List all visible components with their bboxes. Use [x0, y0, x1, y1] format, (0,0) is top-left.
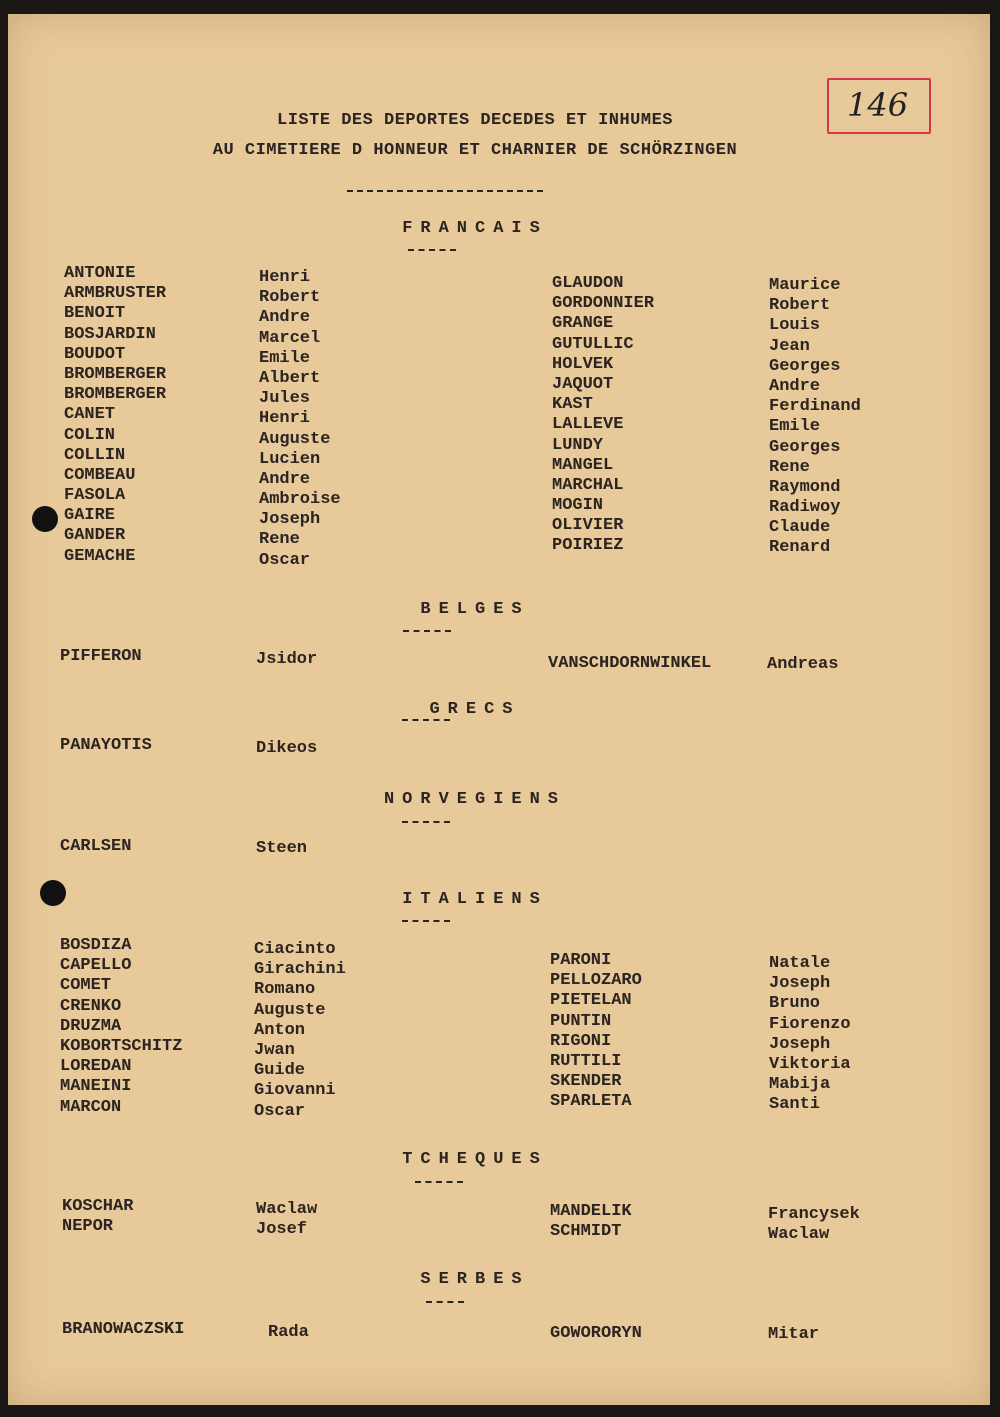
list-item: Mitar	[768, 1325, 820, 1344]
belges-firstnames-left	[256, 650, 317, 670]
list-item: COLIN	[64, 425, 116, 445]
list-item: Robert	[259, 288, 321, 308]
list-item: BROMBERGER	[64, 385, 167, 405]
list-item: LOREDAN	[60, 1057, 132, 1077]
list-item: Joseph	[769, 974, 831, 994]
list-item: CANET	[64, 405, 116, 425]
norvegiens-firstnames-left	[256, 839, 307, 859]
list-item: COMET	[60, 976, 112, 996]
list-item: Lucien	[259, 449, 321, 469]
list-item: Andre	[259, 308, 311, 328]
tcheques-surnames-left	[62, 1197, 133, 1237]
list-item: Oscar	[259, 550, 311, 570]
list-item: Giovanni	[254, 1081, 336, 1101]
section-underline	[402, 719, 450, 721]
list-item: Oscar	[254, 1101, 306, 1121]
list-item: Joseph	[259, 510, 321, 530]
list-item: BOUDOT	[64, 344, 126, 364]
list-item: Waclaw	[256, 1200, 318, 1219]
belges-surnames-right	[548, 654, 711, 674]
section-underline	[402, 920, 450, 922]
section-underline	[408, 249, 456, 251]
stamp-number: 146	[847, 86, 909, 124]
list-item: Anton	[254, 1020, 306, 1040]
list-item: Robert	[769, 296, 831, 316]
list-item: GEMACHE	[64, 546, 136, 566]
list-item: Rene	[769, 457, 810, 477]
list-item: Claude	[769, 518, 831, 538]
list-item: RUTTILI	[550, 1051, 622, 1071]
list-item: Fiorenzo	[769, 1014, 851, 1034]
serbes-surnames-left	[62, 1320, 184, 1340]
list-item: BOSJARDIN	[64, 324, 156, 344]
list-item: KAST	[552, 395, 593, 415]
list-item: Josef	[256, 1220, 308, 1240]
list-item: Romano	[254, 980, 316, 1000]
norvegiens-surnames-left	[60, 837, 131, 857]
list-item: Santi	[769, 1095, 821, 1115]
list-item: Rada	[268, 1323, 309, 1342]
list-item: Dikeos	[256, 739, 318, 758]
list-item: PANAYOTIS	[60, 736, 152, 755]
serbes-firstnames-right	[768, 1325, 819, 1345]
list-item: PUNTIN	[550, 1011, 612, 1031]
section-underline	[426, 1301, 464, 1303]
section-heading-italiens: ITALIENS	[402, 890, 548, 909]
italiens-surnames-right	[550, 951, 642, 1113]
list-item: CARLSEN	[60, 837, 132, 856]
francais-surnames-left	[64, 264, 166, 567]
list-item: COMBEAU	[64, 465, 136, 485]
grecs-firstnames-left	[256, 739, 317, 759]
list-item: COLLIN	[64, 445, 126, 465]
document-title-line2: AU CIMETIERE D HONNEUR ET CHARNIER DE SCHÖRZINGEN	[212, 141, 738, 160]
list-item: Viktoria	[769, 1054, 851, 1074]
list-item: GUTULLIC	[552, 334, 634, 354]
section-underline	[403, 630, 451, 632]
francais-firstnames-right	[769, 276, 861, 559]
list-item: Emile	[259, 348, 311, 368]
list-item: KOSCHAR	[62, 1197, 134, 1216]
list-item: Jean	[769, 336, 810, 356]
list-item: Henri	[259, 268, 311, 287]
list-item: BENOIT	[64, 304, 126, 324]
list-item: GORDONNIER	[552, 294, 655, 314]
list-item: MANGEL	[552, 455, 614, 475]
serbes-surnames-right	[550, 1324, 642, 1344]
list-item: Auguste	[254, 1000, 326, 1020]
list-item: CRENKO	[60, 996, 122, 1016]
list-item: BRANOWACZSKI	[62, 1320, 185, 1339]
belges-surnames-left	[60, 647, 142, 667]
title-divider	[347, 190, 543, 192]
list-item: Raymond	[769, 477, 841, 497]
list-item: NEPOR	[62, 1217, 114, 1237]
list-item: JAQUOT	[552, 374, 614, 394]
belges-firstnames-right	[767, 655, 838, 675]
list-item: MANDELIK	[550, 1202, 632, 1221]
francais-surnames-right	[552, 274, 654, 557]
list-item: GRANGE	[552, 314, 614, 334]
list-item: Jwan	[254, 1040, 295, 1060]
list-item: MANEINI	[60, 1077, 132, 1097]
list-item: SCHMIDT	[550, 1222, 622, 1242]
list-item: SPARLETA	[550, 1092, 632, 1112]
list-item: HOLVEK	[552, 354, 614, 374]
list-item: PIFFERON	[60, 647, 142, 666]
tcheques-surnames-right	[550, 1202, 632, 1242]
list-item: Albert	[259, 368, 321, 388]
list-item: Francysek	[768, 1205, 860, 1224]
tcheques-firstnames-left	[256, 1200, 317, 1240]
section-underline	[402, 821, 450, 823]
list-item: Radiwoy	[769, 498, 841, 518]
punch-hole	[32, 506, 58, 532]
list-item: Marcel	[259, 328, 321, 348]
list-item: Andreas	[767, 655, 839, 674]
section-heading-belges: BELGES	[420, 600, 530, 619]
list-item: Waclaw	[768, 1225, 830, 1245]
list-item: Georges	[769, 356, 841, 376]
list-item: Henri	[259, 409, 311, 429]
list-item: Bruno	[769, 994, 821, 1014]
list-item: GAIRE	[64, 506, 116, 526]
list-item: ARMBRUSTER	[64, 284, 167, 304]
list-item: Ferdinand	[769, 397, 861, 417]
list-item: Emile	[769, 417, 821, 437]
list-item: GOWORORYN	[550, 1324, 642, 1343]
list-item: Jsidor	[256, 650, 318, 669]
list-item: Auguste	[259, 429, 331, 449]
list-item: GLAUDON	[552, 274, 624, 293]
list-item: VANSCHDORNWINKEL	[548, 654, 712, 673]
list-item: OLIVIER	[552, 516, 624, 536]
list-item: Steen	[256, 839, 308, 858]
list-item: Andre	[259, 469, 311, 489]
list-item: CAPELLO	[60, 956, 132, 976]
list-item: RIGONI	[550, 1031, 612, 1051]
list-item: KOBORTSCHITZ	[60, 1036, 183, 1056]
italiens-firstnames-right	[769, 954, 851, 1116]
section-heading-grecs: GRECS	[429, 700, 521, 719]
list-item: Georges	[769, 437, 841, 457]
list-item: SKENDER	[550, 1072, 622, 1092]
serbes-firstnames-left	[268, 1323, 309, 1343]
list-item: PELLOZARO	[550, 971, 642, 991]
italiens-surnames-left	[60, 936, 182, 1118]
list-item: Louis	[769, 316, 821, 336]
list-item: Rene	[259, 530, 300, 550]
section-heading-serbes: SERBES	[420, 1270, 530, 1289]
list-item: PIETELAN	[550, 991, 632, 1011]
list-item: Mabija	[769, 1075, 831, 1095]
list-item: DRUZMA	[60, 1016, 122, 1036]
document-title-line1: LISTE DES DEPORTES DECEDES ET INHUMES	[277, 111, 673, 130]
section-heading-francais: FRANCAIS	[402, 219, 548, 238]
list-item: LALLEVE	[552, 415, 624, 435]
list-item: POIRIEZ	[552, 536, 624, 556]
section-underline	[415, 1181, 463, 1183]
list-item: Maurice	[769, 276, 841, 295]
list-item: Ciacinto	[254, 940, 336, 959]
list-item: BROMBERGER	[64, 364, 167, 384]
list-item: Guide	[254, 1061, 306, 1081]
italiens-firstnames-left	[254, 940, 346, 1122]
list-item: MARCON	[60, 1097, 122, 1117]
list-item: GANDER	[64, 526, 126, 546]
list-item: Natale	[769, 954, 831, 973]
list-item: Jules	[259, 389, 311, 409]
list-item: FASOLA	[64, 486, 126, 506]
list-item: MARCHAL	[552, 475, 624, 495]
section-heading-norvegiens: NORVEGIENS	[383, 790, 567, 809]
list-item: Renard	[769, 538, 831, 558]
list-item: Andre	[769, 376, 821, 396]
list-item: PARONI	[550, 951, 612, 970]
list-item: Joseph	[769, 1034, 831, 1054]
tcheques-firstnames-right	[768, 1205, 860, 1245]
list-item: MOGIN	[552, 496, 604, 516]
grecs-surnames-left	[60, 736, 152, 756]
list-item: BOSDIZA	[60, 936, 132, 955]
list-item: LUNDY	[552, 435, 604, 455]
section-heading-tcheques: TCHEQUES	[402, 1150, 548, 1169]
list-item: ANTONIE	[64, 264, 136, 283]
list-item: Ambroise	[259, 490, 341, 510]
francais-firstnames-left	[259, 268, 341, 571]
list-item: Girachini	[254, 960, 346, 980]
